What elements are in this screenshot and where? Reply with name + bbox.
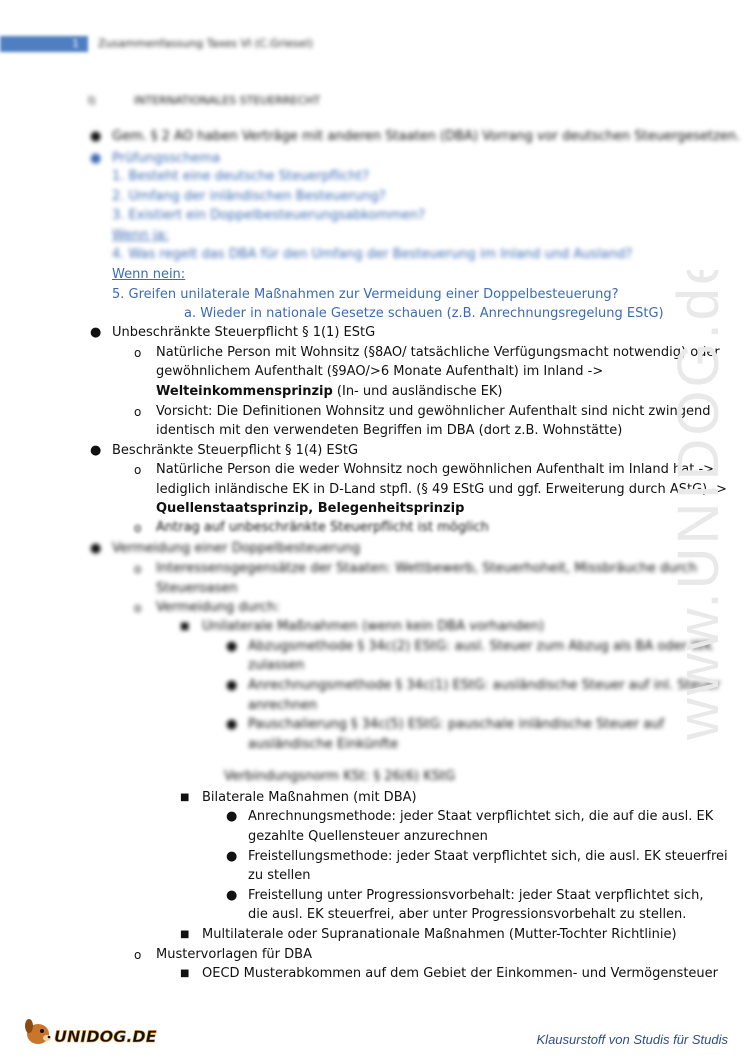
header-page-number: 1	[72, 37, 79, 50]
logo-text: UNIDOG.DE	[54, 1027, 157, 1046]
anrechnung-b: anrechnen	[248, 698, 318, 713]
bes-text-1a: Natürliche Person die weder Wohnsitz noch gewöhnlichen Aufenthalt im Inland hat ->	[156, 462, 715, 477]
interessen-b: Steueroasen	[156, 581, 238, 596]
schema-step: 2. Umfang der inländischen Besteuerung?	[112, 189, 386, 204]
unb-text-2a: Vorsicht: Die Definitionen Wohnsitz und gewöhnlicher Aufenthalt sind nicht zwingend	[156, 404, 711, 419]
bi-text-2a: Freistellungsmethode: jeder Staat verpflichtet sich, die ausl. EK steuerfrei	[248, 849, 728, 864]
bullet: ■	[180, 621, 190, 632]
wenn-ja: Wenn ja:	[112, 228, 169, 243]
bullet: ●	[226, 717, 238, 732]
bi-text-3a: Freistellung unter Progressionsvorbehalt: jeder Staat verpflichtet sich,	[248, 888, 704, 903]
bullet: ●	[90, 151, 102, 166]
unb-text-2b: identisch mit den verwendeten Begriffen im DBA (dort z.B. Wohnstätte)	[156, 423, 623, 438]
schema-step-5a: a. Wieder in nationale Gesetze schauen (z.B. Anrechnungsregelung EStG)	[184, 306, 664, 321]
unb-text-1c	[156, 383, 503, 401]
quellenstaatsprinzip: Quellenstaatsprinzip, Belegenheitsprinzip	[156, 501, 465, 516]
bullet: ●	[226, 809, 238, 824]
intro-text: Gem. § 2 AO haben Verträge mit anderen Staaten (DBA) Vorrang vor deutschen Steuergesetzen.	[112, 129, 741, 144]
bullet: ●	[226, 678, 238, 693]
bi-text-2b: zu stellen	[248, 868, 311, 883]
wenn-nein: Wenn nein:	[112, 267, 186, 282]
bullet: ■	[180, 968, 190, 979]
bullet: ●	[226, 849, 238, 864]
abzug-b: zulassen	[248, 658, 305, 673]
unilateral-heading: Unilaterale Maßnahmen (wenn kein DBA vorhanden)	[202, 619, 545, 634]
section-heading: INTERNATIONALES STEUERRECHT	[134, 94, 321, 107]
vermeidung-durch: Vermeidung durch:	[156, 600, 280, 615]
bes-text-1b: lediglich inländische EK in D-Land stpfl. (§ 49 EStG und ggf. Erweiterung durch AStG) ->	[156, 482, 727, 497]
bullet: ●	[90, 541, 102, 556]
watermark	[660, 270, 740, 750]
unbeschraenkt-heading: Unbeschränkte Steuerpflicht § 1(1) EStG	[112, 325, 376, 340]
bi-text-1a: Anrechnungsmethode: jeder Staat verpflichtet sich, die auf die ausl. EK	[248, 809, 714, 824]
welteinkommensprinzip: Welteinkommensprinzip	[156, 384, 333, 399]
pausch-b: ausländische Einkünfte	[248, 737, 399, 752]
bi-text-3b: die ausl. EK steuerfrei, aber unter Progressionsvorbehalt zu stellen.	[248, 907, 687, 922]
schema-step: 3. Existiert ein Doppelbesteuerungsabkommen?	[112, 208, 426, 223]
bullet: ●	[226, 639, 238, 654]
bullet: o	[134, 948, 142, 962]
unb-text-1c-rest: (In- und ausländische EK)	[332, 384, 503, 399]
abzug-a: Abzugsmethode § 34c(2) EStG: ausl. Steuer zum Abzug als BA oder WK	[248, 639, 713, 654]
footer-tagline: Klausurstoff von Studis für Studis	[536, 1032, 728, 1047]
bullet: o	[134, 562, 142, 576]
mustervorlagen-heading: Mustervorlagen für DBA	[156, 947, 312, 962]
unb-text-1b: gewöhnlichem Aufenthalt (§9AO/>6 Monate Aufenthalt) im Inland ->	[156, 364, 604, 379]
verbindungsnorm: Verbindungsnorm KSt: § 26(6) KStG	[224, 769, 456, 784]
bullet: o	[134, 346, 142, 360]
anrechnung-a: Anrechnungsmethode § 34c(1) EStG: ausländische Steuer auf inl. Steuer	[248, 678, 721, 693]
vermeidung-heading: Vermeidung einer Doppelbesteuerung	[112, 541, 361, 556]
schema-step: 1. Besteht eine deutsche Steuerpflicht?	[112, 169, 370, 184]
bullet: o	[134, 463, 142, 477]
bullet: ●	[226, 888, 238, 903]
bullet: ●	[90, 325, 102, 340]
unb-text-1a: Natürliche Person mit Wohnsitz (§8AO/ tatsächliche Verfügungsmacht notwendig) oder	[156, 345, 720, 360]
beschraenkt-heading: Beschränkte Steuerpflicht § 1(4) EStG	[112, 443, 359, 458]
bes-text-2: Antrag auf unbeschränkte Steuerpflicht ist möglich	[156, 520, 489, 535]
bilateral-heading: Bilaterale Maßnahmen (mit DBA)	[202, 790, 417, 805]
dog-icon	[25, 1019, 51, 1044]
bullet: ●	[90, 129, 102, 144]
oecd-text: OECD Musterabkommen auf dem Gebiet der Einkommen- und Vermögensteuer	[202, 966, 719, 981]
schema-title: Prüfungsschema	[112, 151, 221, 166]
unidog-logo	[20, 1012, 160, 1056]
bullet: ■	[180, 929, 190, 940]
bullet: o	[134, 405, 142, 419]
watermark-text: www.UNIDOG.de	[666, 270, 731, 740]
bi-text-1b: gezahlte Quellensteuer anzurechnen	[248, 829, 488, 844]
interessen-a: Interessensgegensätze der Staaten: Wettbewerb, Steuerhoheit, Missbräuche durch	[156, 561, 697, 576]
multilateral-text: Multilaterale oder Supranationale Maßnahmen (Mutter-Tochter Richtlinie)	[202, 927, 677, 942]
pausch-a: Pauschalierung § 34c(5) EStG: pauschale inländische Steuer auf	[248, 717, 665, 732]
bullet: o	[134, 601, 142, 615]
schema-step: 4. Was regelt das DBA für den Umfang der Besteuerung im Inland und Ausland?	[112, 247, 633, 262]
bullet: o	[134, 521, 142, 535]
section-number: I)	[88, 94, 96, 107]
bullet: ●	[90, 443, 102, 458]
bullet: ■	[180, 792, 190, 803]
schema-step-5: 5. Greifen unilaterale Maßnahmen zur Vermeidung einer Doppelbesteuerung?	[112, 287, 619, 302]
header-title: Zusammenfassung Taxes VI (C.Griesel)	[98, 37, 313, 50]
